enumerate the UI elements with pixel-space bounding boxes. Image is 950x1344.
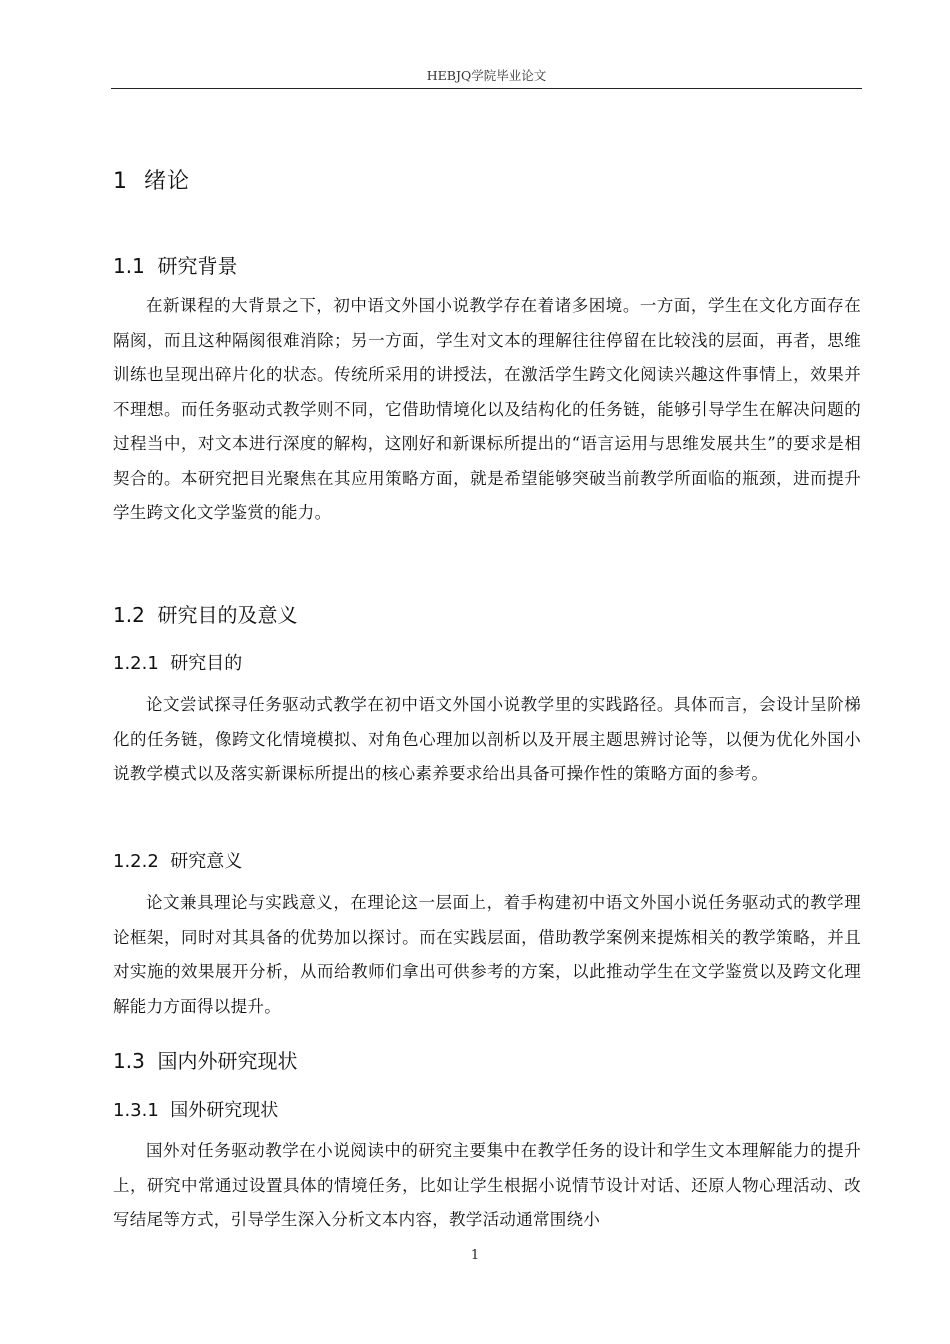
section-paragraph-1-1: 在新课程的大背景之下，初中语文外国小说教学存在着诸多困境。一方面，学生在文化方面存在隔阂，而且这种隔阂很难消除；另一方面，学生对文本的理解往往停留在比较浅的层面，再者，思维训练也呈现出碎片化的状态。传统所采用的讲授法，在激活学生跨文化阅读兴趣这件事情上，效果并不理想。而任务驱动式教学则不同，它借助情境化以及结构化的任务链，能够引导学生在解决问题的过程当中，对文本进行深度的解构，这刚好和新课标所提出的“语言运用与思维发展共生”的要求是相契合的。本研究把目光聚焦在其应用策略方面，就是希望能够突破当前教学所面临的瓶颈，进而提升学生跨文化文学鉴赏的能力。 — [113, 296, 861, 522]
section-heading-1-2: 1.2 研究目的及意义 — [113, 603, 298, 627]
header-divider — [111, 88, 862, 89]
section-paragraph-1-2-1: 论文尝试探寻任务驱动式教学在初中语文外国小说教学里的实践路径。具体而言，会设计呈阶梯化的任务链，像跨文化情境模拟、对角色心理加以剖析以及开展主题思辨讨论等，以便为优化外国小说教学模式以及落实新课标所提出的核心素养要求给出具备可操作性的策略方面的参考。 — [113, 695, 861, 783]
chapter-title: 1 绪论 — [113, 169, 190, 194]
section-heading-1-3: 1.3 国内外研究现状 — [113, 1049, 298, 1073]
section-heading-1-3-1: 1.3.1 国外研究现状 — [113, 1100, 279, 1121]
section-heading-1-2-2: 1.2.2 研究意义 — [113, 851, 243, 872]
page-number: 1 — [470, 1248, 480, 1263]
section-paragraph-1-2-2: 论文兼具理论与实践意义，在理论这一层面上，着手构建初中语文外国小说任务驱动式的教学理论框架，同时对其具备的优势加以探讨。而在实践层面，借助教学案例来提炼相关的教学策略，并且对实施的效果展开分析，从而给教师们拿出可供参考的方案，以此推动学生在文学鉴赏以及跨文化理解能力方面得以提升。 — [113, 893, 861, 1016]
section-paragraph-1-3-1: 国外对任务驱动教学在小说阅读中的研究主要集中在教学任务的设计和学生文本理解能力的提升上，研究中常通过设置具体的情境任务，比如让学生根据小说情节设计对话、还原人物心理活动、改写结尾等方式，引导学生深入分析文本内容，教学活动通常围绕小 — [113, 1141, 861, 1229]
section-heading-1-2-1: 1.2.1 研究目的 — [113, 653, 243, 674]
page-header: HEBJQ学院毕业论文 — [426, 68, 547, 83]
section-heading-1-1: 1.1 研究背景 — [113, 254, 238, 278]
